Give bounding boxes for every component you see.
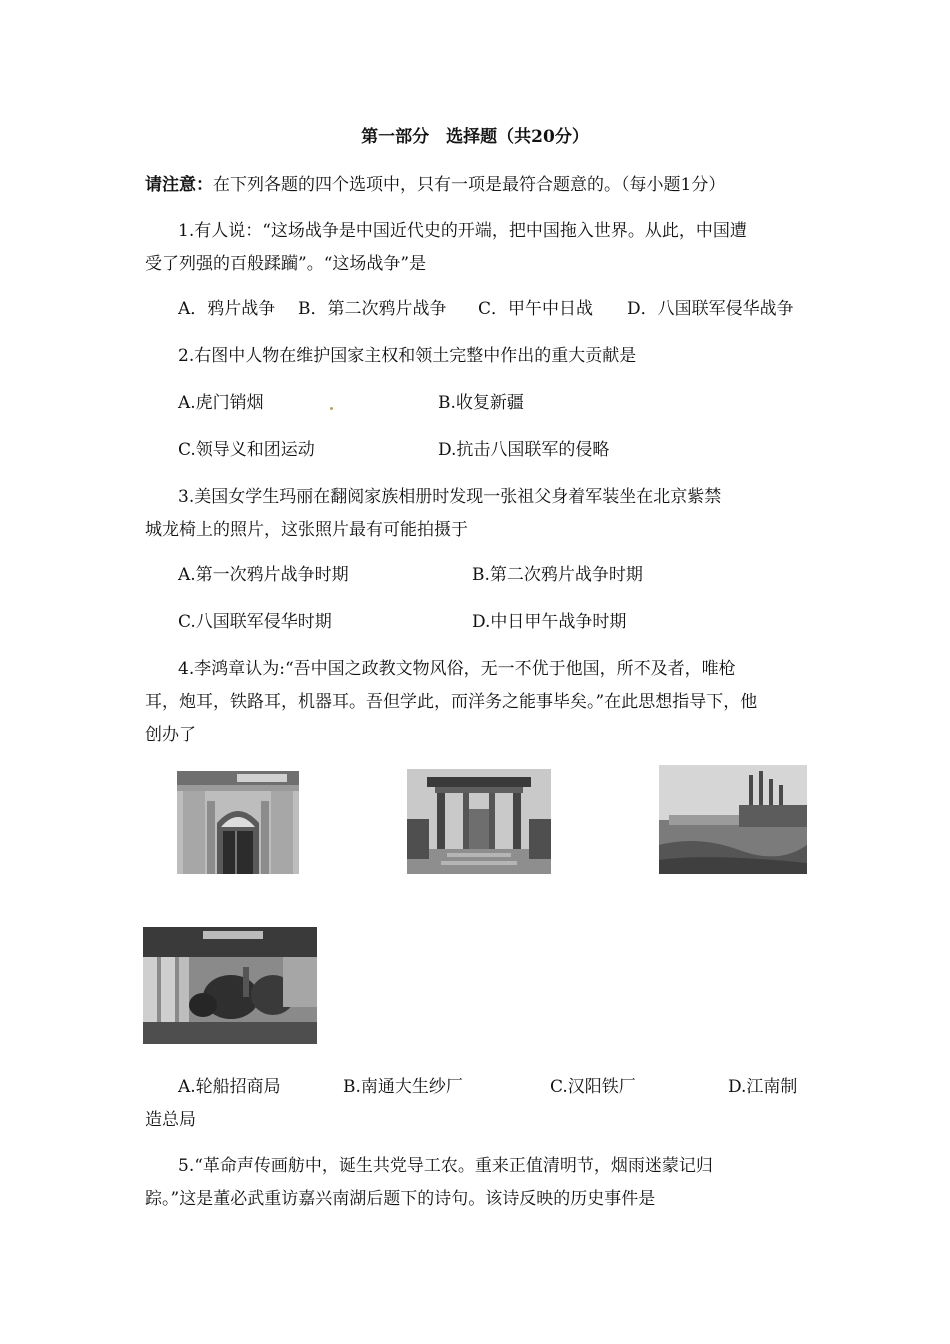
photo-machinery-workshop (143, 927, 317, 1044)
q4-option-b: B.南通大生纱厂 (343, 1077, 463, 1097)
q2-option-d: D.抗击八国联军的侵略 (438, 440, 610, 460)
q2-stem: 2.右图中人物在维护国家主权和领土完整中作出的重大贡献是 (178, 346, 637, 366)
q4-stem-line3: 创办了 (145, 725, 196, 745)
q2-option-b: B.收复新疆 (438, 393, 524, 413)
photo-building-entrance (177, 771, 299, 874)
q4-option-a: A.轮船招商局 (178, 1077, 281, 1097)
photo-memorial-archway (407, 769, 551, 874)
q4-option-c: C.汉阳铁厂 (550, 1077, 636, 1097)
notice (145, 173, 725, 197)
q2-option-a: A.虎门销烟 (178, 393, 264, 413)
q2-option-c: C.领导义和团运动 (178, 440, 315, 460)
q3-option-b: B.第二次鸦片战争时期 (472, 565, 643, 585)
q5-stem-line1: 5.“革命声传画舫中，诞生共党导工农。重来正值清明节，烟雨迷蒙记归 (178, 1156, 713, 1176)
notice-text: 在下列各题的四个选项中，只有一项是最符合题意的。（每小题1分） (213, 175, 726, 195)
q1-option-d: D．八国联军侵华战争 (627, 299, 794, 319)
q3-option-c: C.八国联军侵华时期 (178, 612, 332, 632)
q1-option-c: C．甲午中日战 (478, 299, 594, 319)
q1-stem-line1: 1.有人说：“这场战争是中国近代史的开端，把中国拖入世界。从此，中国遭 (178, 221, 747, 241)
photo-ironworks-factory (659, 765, 807, 874)
q1-option-b: B．第二次鸦片战争 (298, 299, 447, 319)
q4-stem-line1: 4.李鸿章认为:“吾中国之政教文物风俗，无一不优于他国，所不及者，唯枪 (178, 659, 736, 679)
section-title: 第一部分 选择题（共20分） (361, 127, 589, 147)
q3-stem-line1: 3.美国女学生玛丽在翻阅家族相册时发现一张祖父身着军装坐在北京紫禁 (178, 487, 722, 507)
q4-stem-line2: 耳，炮耳，铁路耳，机器耳。吾但学此，而洋务之能事毕矣。”在此思想指导下，他 (145, 692, 758, 712)
stray-dot (330, 407, 333, 410)
q3-option-a: A.第一次鸦片战争时期 (178, 565, 349, 585)
q1-option-a: A．鸦片战争 (178, 299, 276, 319)
q4-option-d-continued: 造总局 (145, 1110, 196, 1130)
notice-label: 请注意： (145, 175, 213, 195)
q1-stem-line2: 受了列强的百般蹂躏”。“这场战争”是 (145, 254, 427, 274)
q3-stem-line2: 城龙椅上的照片，这张照片最有可能拍摄于 (145, 520, 468, 540)
q5-stem-line2: 踪。”这是董必武重访嘉兴南湖后题下的诗句。该诗反映的历史事件是 (145, 1189, 656, 1209)
q4-option-d: D.江南制 (728, 1077, 798, 1097)
q3-option-d: D.中日甲午战争时期 (472, 612, 627, 632)
